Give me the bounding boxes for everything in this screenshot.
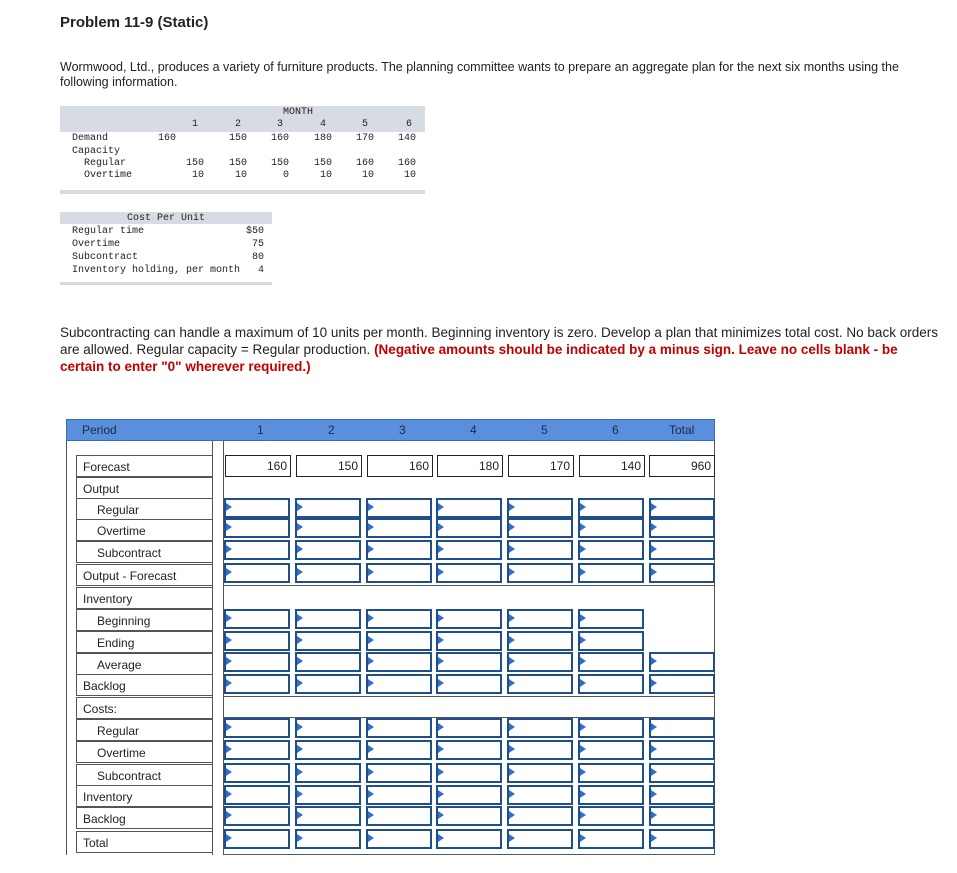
cost-overtime-value: 75 — [251, 239, 264, 250]
forecast-p2: 150 — [296, 455, 362, 477]
input-cost-backlog-p3[interactable] — [366, 806, 432, 826]
input-cost-inventory-p6[interactable] — [578, 785, 644, 805]
input-average-p6[interactable] — [578, 652, 644, 672]
row-inventory: Inventory — [76, 587, 213, 609]
input-beginning-p4[interactable] — [436, 609, 502, 629]
forecast-p1: 160 — [225, 455, 291, 477]
demand-m1: 160 — [157, 133, 176, 144]
input-cost-regular-total[interactable] — [649, 718, 715, 738]
input-output-minus-forecast-p6[interactable] — [578, 563, 644, 583]
overtime-m2: 10 — [234, 170, 247, 181]
month-col-6: 6 — [405, 119, 412, 130]
costs-divider — [223, 696, 715, 697]
inventory-divider — [223, 585, 715, 586]
input-subcontract-p4[interactable] — [436, 540, 502, 560]
input-subcontract-p1[interactable] — [224, 540, 290, 560]
input-cost-total-total[interactable] — [649, 829, 715, 849]
input-overtime-p4[interactable] — [436, 518, 502, 538]
input-output-minus-forecast-total[interactable] — [649, 563, 715, 583]
forecast-p3: 160 — [367, 455, 433, 477]
overtime-m3: 0 — [282, 170, 289, 181]
cost-overtime-label: Overtime — [72, 239, 121, 250]
input-cost-inventory-p2[interactable] — [295, 785, 361, 805]
period-col-2: 2 — [328, 423, 335, 437]
input-cost-total-p5[interactable] — [507, 829, 573, 849]
input-subcontract-p5[interactable] — [507, 540, 573, 560]
period-col-1: 1 — [257, 423, 264, 437]
input-cost-overtime-p4[interactable] — [436, 740, 502, 760]
input-cost-inventory-p4[interactable] — [436, 785, 502, 805]
month-col-3: 3 — [276, 119, 283, 130]
cost-inventory-value: 4 — [257, 265, 264, 276]
input-beginning-p6[interactable] — [578, 609, 644, 629]
input-ending-p4[interactable] — [436, 631, 502, 651]
cost-table-footer — [60, 282, 272, 285]
row-overtime: Overtime — [76, 519, 213, 541]
input-overtime-p6[interactable] — [578, 518, 644, 538]
input-average-p2[interactable] — [295, 652, 361, 672]
input-backlog-p4[interactable] — [436, 674, 502, 694]
row-cost-regular: Regular — [76, 719, 213, 741]
input-ending-p1[interactable] — [224, 631, 290, 651]
regular-m4: 150 — [313, 158, 332, 169]
input-cost-inventory-p3[interactable] — [366, 785, 432, 805]
input-regular-p1[interactable] — [224, 498, 290, 518]
cost-inventory-label: Inventory holding, per month — [72, 265, 241, 276]
row-costs: Costs: — [76, 697, 213, 719]
input-cost-inventory-total[interactable] — [649, 785, 715, 805]
input-cost-regular-p4[interactable] — [436, 718, 502, 738]
input-cost-backlog-p4[interactable] — [436, 806, 502, 826]
forecast-total: 960 — [649, 455, 715, 477]
demand-m6: 140 — [397, 133, 416, 144]
input-ending-p2[interactable] — [295, 631, 361, 651]
input-ending-p5[interactable] — [507, 631, 573, 651]
forecast-p4: 180 — [437, 455, 503, 477]
input-backlog-p1[interactable] — [224, 674, 290, 694]
demand-m3: 160 — [270, 133, 289, 144]
input-cost-regular-p6[interactable] — [578, 718, 644, 738]
demand-m4: 180 — [313, 133, 332, 144]
input-cost-subcontract-p2[interactable] — [295, 763, 361, 783]
input-regular-p3[interactable] — [366, 498, 432, 518]
input-output-minus-forecast-p4[interactable] — [436, 563, 502, 583]
problem-intro: Wormwood, Ltd., produces a variety of furniture products. The planning committee wants to prepare an aggregate plan for the next six months using the following information. — [60, 60, 899, 89]
input-cost-regular-p1[interactable] — [224, 718, 290, 738]
input-cost-total-p6[interactable] — [578, 829, 644, 849]
input-output-minus-forecast-p5[interactable] — [507, 563, 573, 583]
row-output-minus-forecast: Output - Forecast — [76, 564, 213, 586]
row-backlog: Backlog — [76, 674, 213, 696]
input-regular-p6[interactable] — [578, 498, 644, 518]
input-cost-backlog-p6[interactable] — [578, 806, 644, 826]
input-average-p5[interactable] — [507, 652, 573, 672]
input-backlog-p5[interactable] — [507, 674, 573, 694]
capacity-label: Capacity — [72, 146, 121, 157]
input-beginning-p1[interactable] — [224, 609, 290, 629]
problem-title: Problem 11-9 (Static) — [60, 14, 209, 31]
input-cost-subcontract-total[interactable] — [649, 763, 715, 783]
forecast-p6: 140 — [579, 455, 645, 477]
input-overtime-p1[interactable] — [224, 518, 290, 538]
demand-m5: 170 — [355, 133, 374, 144]
input-cost-inventory-p1[interactable] — [224, 785, 290, 805]
input-regular-p4[interactable] — [436, 498, 502, 518]
input-cost-total-p1[interactable] — [224, 829, 290, 849]
input-cost-regular-p2[interactable] — [295, 718, 361, 738]
row-average: Average — [76, 653, 213, 675]
input-output-minus-forecast-p3[interactable] — [366, 563, 432, 583]
input-regular-p2[interactable] — [295, 498, 361, 518]
regular-m3: 150 — [270, 158, 289, 169]
forecast-p5: 170 — [508, 455, 574, 477]
regular-m6: 160 — [397, 158, 416, 169]
month-col-5: 5 — [361, 119, 368, 130]
input-cost-regular-p5[interactable] — [507, 718, 573, 738]
input-cost-subcontract-p5[interactable] — [507, 763, 573, 783]
month-header-label: MONTH — [283, 107, 314, 118]
cost-regular-value: $50 — [245, 226, 264, 237]
month-col-1: 1 — [191, 119, 198, 130]
row-beginning: Beginning — [76, 609, 213, 631]
input-cost-backlog-p5[interactable] — [507, 806, 573, 826]
input-ending-p3[interactable] — [366, 631, 432, 651]
cost-subcontract-value: 80 — [251, 252, 264, 263]
input-subcontract-p3[interactable] — [366, 540, 432, 560]
cost-table — [60, 212, 272, 286]
period-col-5: 5 — [541, 423, 548, 437]
input-overtime-total[interactable] — [649, 518, 715, 538]
instructions — [60, 324, 945, 375]
regular-label: Regular — [84, 158, 127, 169]
input-cost-subcontract-p1[interactable] — [224, 763, 290, 783]
cost-regular-label: Regular time — [72, 226, 145, 237]
input-cost-subcontract-p6[interactable] — [578, 763, 644, 783]
input-cost-overtime-p2[interactable] — [295, 740, 361, 760]
input-cost-subcontract-p3[interactable] — [366, 763, 432, 783]
input-average-p1[interactable] — [224, 652, 290, 672]
regular-m5: 160 — [355, 158, 374, 169]
input-backlog-total[interactable] — [649, 674, 715, 694]
regular-m2: 150 — [228, 158, 247, 169]
input-beginning-p2[interactable] — [295, 609, 361, 629]
period-col-4: 4 — [470, 423, 477, 437]
input-backlog-p2[interactable] — [295, 674, 361, 694]
input-backlog-p6[interactable] — [578, 674, 644, 694]
row-cost-inventory: Inventory — [76, 785, 213, 807]
month-table-header — [60, 106, 425, 132]
month-col-2: 2 — [234, 119, 241, 130]
input-subcontract-p6[interactable] — [578, 540, 644, 560]
input-cost-regular-p3[interactable] — [366, 718, 432, 738]
instructions-warning: (Negative amounts should be indicated by a minus sign. Leave no cells blank - be certain to enter "0" wherever required.) — [60, 342, 898, 374]
input-cost-total-p3[interactable] — [366, 829, 432, 849]
month-table-footer — [60, 190, 425, 194]
demand-label: Demand — [72, 133, 109, 144]
overtime-m5: 10 — [361, 170, 374, 181]
row-cost-subcontract: Subcontract — [76, 764, 213, 786]
row-ending: Ending — [76, 631, 213, 653]
input-output-minus-forecast-p2[interactable] — [295, 563, 361, 583]
input-cost-backlog-total[interactable] — [649, 806, 715, 826]
month-col-4: 4 — [319, 119, 326, 130]
input-average-total[interactable] — [649, 652, 715, 672]
input-subcontract-p2[interactable] — [295, 540, 361, 560]
period-header-bar — [66, 419, 715, 441]
input-regular-p5[interactable] — [507, 498, 573, 518]
overtime-m1: 10 — [191, 170, 204, 181]
row-cost-overtime: Overtime — [76, 741, 213, 763]
input-ending-p6[interactable] — [578, 631, 644, 651]
row-regular: Regular — [76, 498, 213, 520]
input-cost-total-p2[interactable] — [295, 829, 361, 849]
input-cost-overtime-p1[interactable] — [224, 740, 290, 760]
input-beginning-p5[interactable] — [507, 609, 573, 629]
input-average-p4[interactable] — [436, 652, 502, 672]
input-output-minus-forecast-p1[interactable] — [224, 563, 290, 583]
cost-subcontract-label: Subcontract — [72, 252, 139, 263]
input-beginning-p3[interactable] — [366, 609, 432, 629]
period-col-total: Total — [669, 423, 695, 437]
row-subcontract: Subcontract — [76, 541, 213, 563]
row-cost-backlog: Backlog — [76, 807, 213, 829]
row-total: Total — [76, 831, 213, 853]
input-cost-backlog-p2[interactable] — [295, 806, 361, 826]
input-cost-total-p4[interactable] — [436, 829, 502, 849]
row-output: Output — [76, 477, 213, 499]
input-cost-overtime-p5[interactable] — [507, 740, 573, 760]
input-cost-inventory-p5[interactable] — [507, 785, 573, 805]
cost-header-label: Cost Per Unit — [127, 213, 206, 224]
input-cost-backlog-p1[interactable] — [224, 806, 290, 826]
input-cost-overtime-p3[interactable] — [366, 740, 432, 760]
input-overtime-p3[interactable] — [366, 518, 432, 538]
input-subcontract-total[interactable] — [649, 540, 715, 560]
instructions-text: Subcontracting can handle a maximum of 10 units per month. Beginning inventory is zero. Develop a plan that minimizes total cost. No back orders are allowed. Regular capacity = Regular production. — [60, 325, 938, 357]
input-regular-total[interactable] — [649, 498, 715, 518]
input-overtime-p2[interactable] — [295, 518, 361, 538]
input-backlog-p3[interactable] — [366, 674, 432, 694]
regular-m1: 150 — [185, 158, 204, 169]
input-cost-overtime-total[interactable] — [649, 740, 715, 760]
overtime-m4: 10 — [319, 170, 332, 181]
row-forecast: Forecast — [76, 455, 213, 477]
input-cost-overtime-p6[interactable] — [578, 740, 644, 760]
period-col-6: 6 — [612, 423, 619, 437]
period-header-label: Period — [82, 423, 117, 437]
period-col-3: 3 — [399, 423, 406, 437]
month-table — [60, 106, 425, 194]
input-overtime-p5[interactable] — [507, 518, 573, 538]
overtime-m6: 10 — [403, 170, 416, 181]
overtime-label: Overtime — [84, 170, 133, 181]
demand-m2: 150 — [228, 133, 247, 144]
input-cost-subcontract-p4[interactable] — [436, 763, 502, 783]
input-average-p3[interactable] — [366, 652, 432, 672]
